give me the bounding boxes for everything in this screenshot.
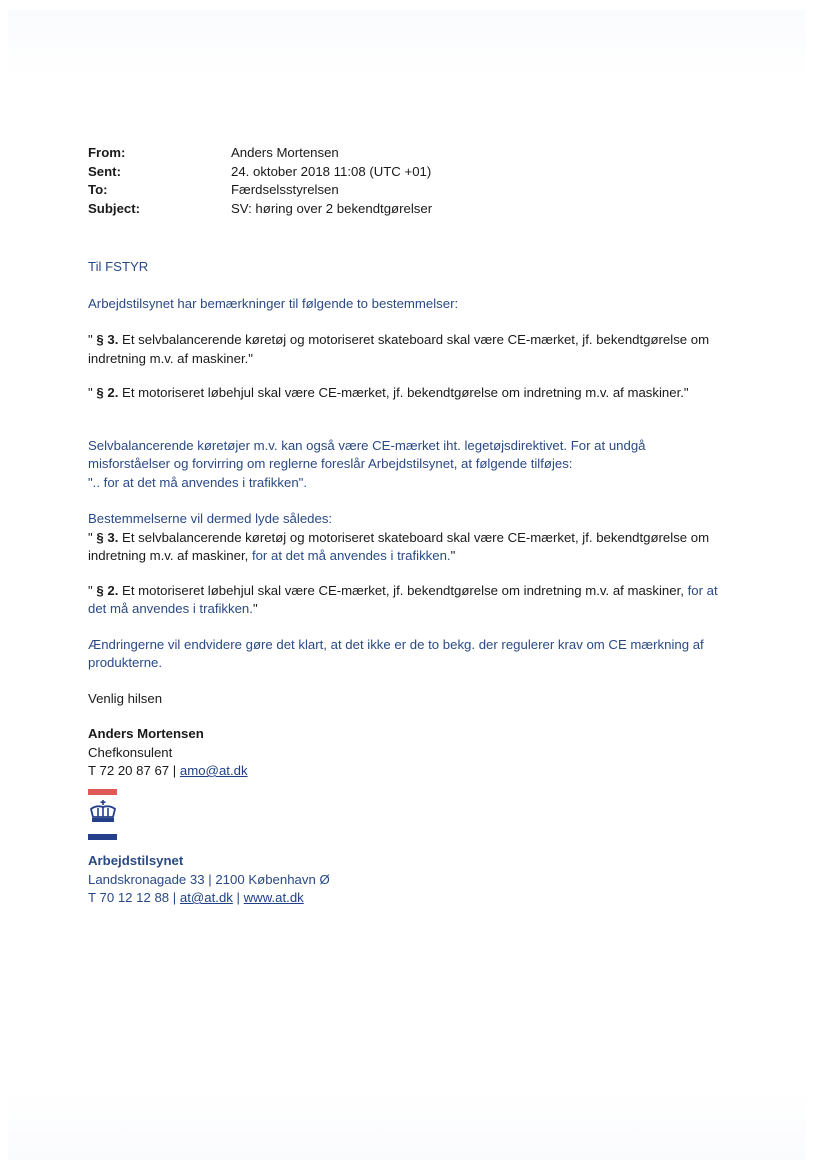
subject-label: Subject:	[88, 200, 141, 216]
note-line-2: misforståelser og forvirring om reglerne foreslår Arbejdstilsynet, at følgende tilføjes:	[88, 456, 573, 471]
organization-name: Arbejdstilsynet	[88, 853, 184, 868]
quote-paragraph-3: " § 3. Et selvbalancerende køretøj og motoriseret skateboard skal være CE-mærket, jf. bekendtgørelse om indretning m.v. af maskiner."	[88, 332, 710, 366]
signature-email-link[interactable]: amo@at.dk	[179, 763, 248, 778]
revised-paragraph-3: " § 3. Et selvbalancerende køretøj og motoriseret skateboard skal være CE-mærket, jf. bekendtgørelse om indretning m.v. af maskiner, for at det må anvendes i trafikken."	[88, 529, 710, 563]
logo-red-bar	[88, 789, 117, 795]
signature-block	[88, 725, 738, 781]
organization-address: Landskronagade 33 | 2100 København Ø	[88, 871, 330, 887]
revised-addition-2: for at det må anvendes i trafikken.	[88, 582, 718, 616]
sent-value: 24. oktober 2018 11:08 (UTC +01)	[231, 163, 432, 179]
email-header	[88, 144, 738, 218]
sign-off: Venlig hilsen	[88, 690, 163, 706]
intro-text: Arbejdstilsynet har bemærkninger til følgende to bestemmelser:	[88, 295, 459, 311]
subject-value: SV: høring over 2 bekendtgørelser	[231, 200, 433, 216]
section-3-ref: § 3.	[96, 332, 119, 347]
organization-email-link[interactable]: at@at.dk	[179, 890, 233, 905]
revised-section-3-ref: § 3.	[96, 529, 119, 545]
revised-section-2-ref: § 2.	[96, 582, 119, 598]
crown-icon	[88, 800, 118, 830]
revised-addition-3: for at det må anvendes i trafikken.	[251, 548, 451, 563]
signature-contact: T 72 20 87 67 | amo@at.dk	[88, 763, 248, 778]
sent-label: Sent:	[88, 163, 121, 179]
danish-crown-logo	[88, 789, 118, 841]
revised-paragraph-2: " § 2. Et motoriseret løbehjul skal være CE-mærket, jf. bekendtgørelse om indretning m.v. af maskiner, for at det må anvendes i trafikken."	[88, 582, 718, 616]
closing-note: Ændringerne vil endvidere gøre det klart, at det ikke er de to bekg. der regulerer krav om CE mærkning af produkterne.	[88, 636, 704, 670]
section-2-ref: § 2.	[96, 385, 119, 400]
email-document	[88, 144, 738, 908]
from-label: From:	[88, 145, 126, 160]
quote-paragraph-2: " § 2. Et motoriseret løbehjul skal være CE-mærket, jf. bekendtgørelse om indretning m.v. af maskiner."	[88, 385, 689, 400]
to-value: Færdselsstyrelsen	[231, 182, 339, 197]
organization-block	[88, 852, 738, 908]
website-link[interactable]: www.at.dk	[243, 890, 304, 905]
organization-contact: T 70 12 12 88 | at@at.dk | www.at.dk	[88, 890, 304, 905]
from-value: Anders Mortensen	[231, 145, 339, 160]
revised-intro: Bestemmelserne vil dermed lyde således:	[88, 511, 333, 526]
greeting: Til FSTYR	[88, 259, 149, 274]
to-label: To:	[88, 182, 108, 197]
signature-name: Anders Mortensen	[88, 726, 204, 741]
note-line-1: Selvbalancerende køretøjer m.v. kan også være CE-mærket iht. legetøjsdirektivet. For at undgå	[88, 437, 646, 453]
note-line-3: ".. for at det må anvendes i trafikken".	[88, 474, 308, 490]
signature-title: Chefkonsulent	[88, 744, 173, 760]
